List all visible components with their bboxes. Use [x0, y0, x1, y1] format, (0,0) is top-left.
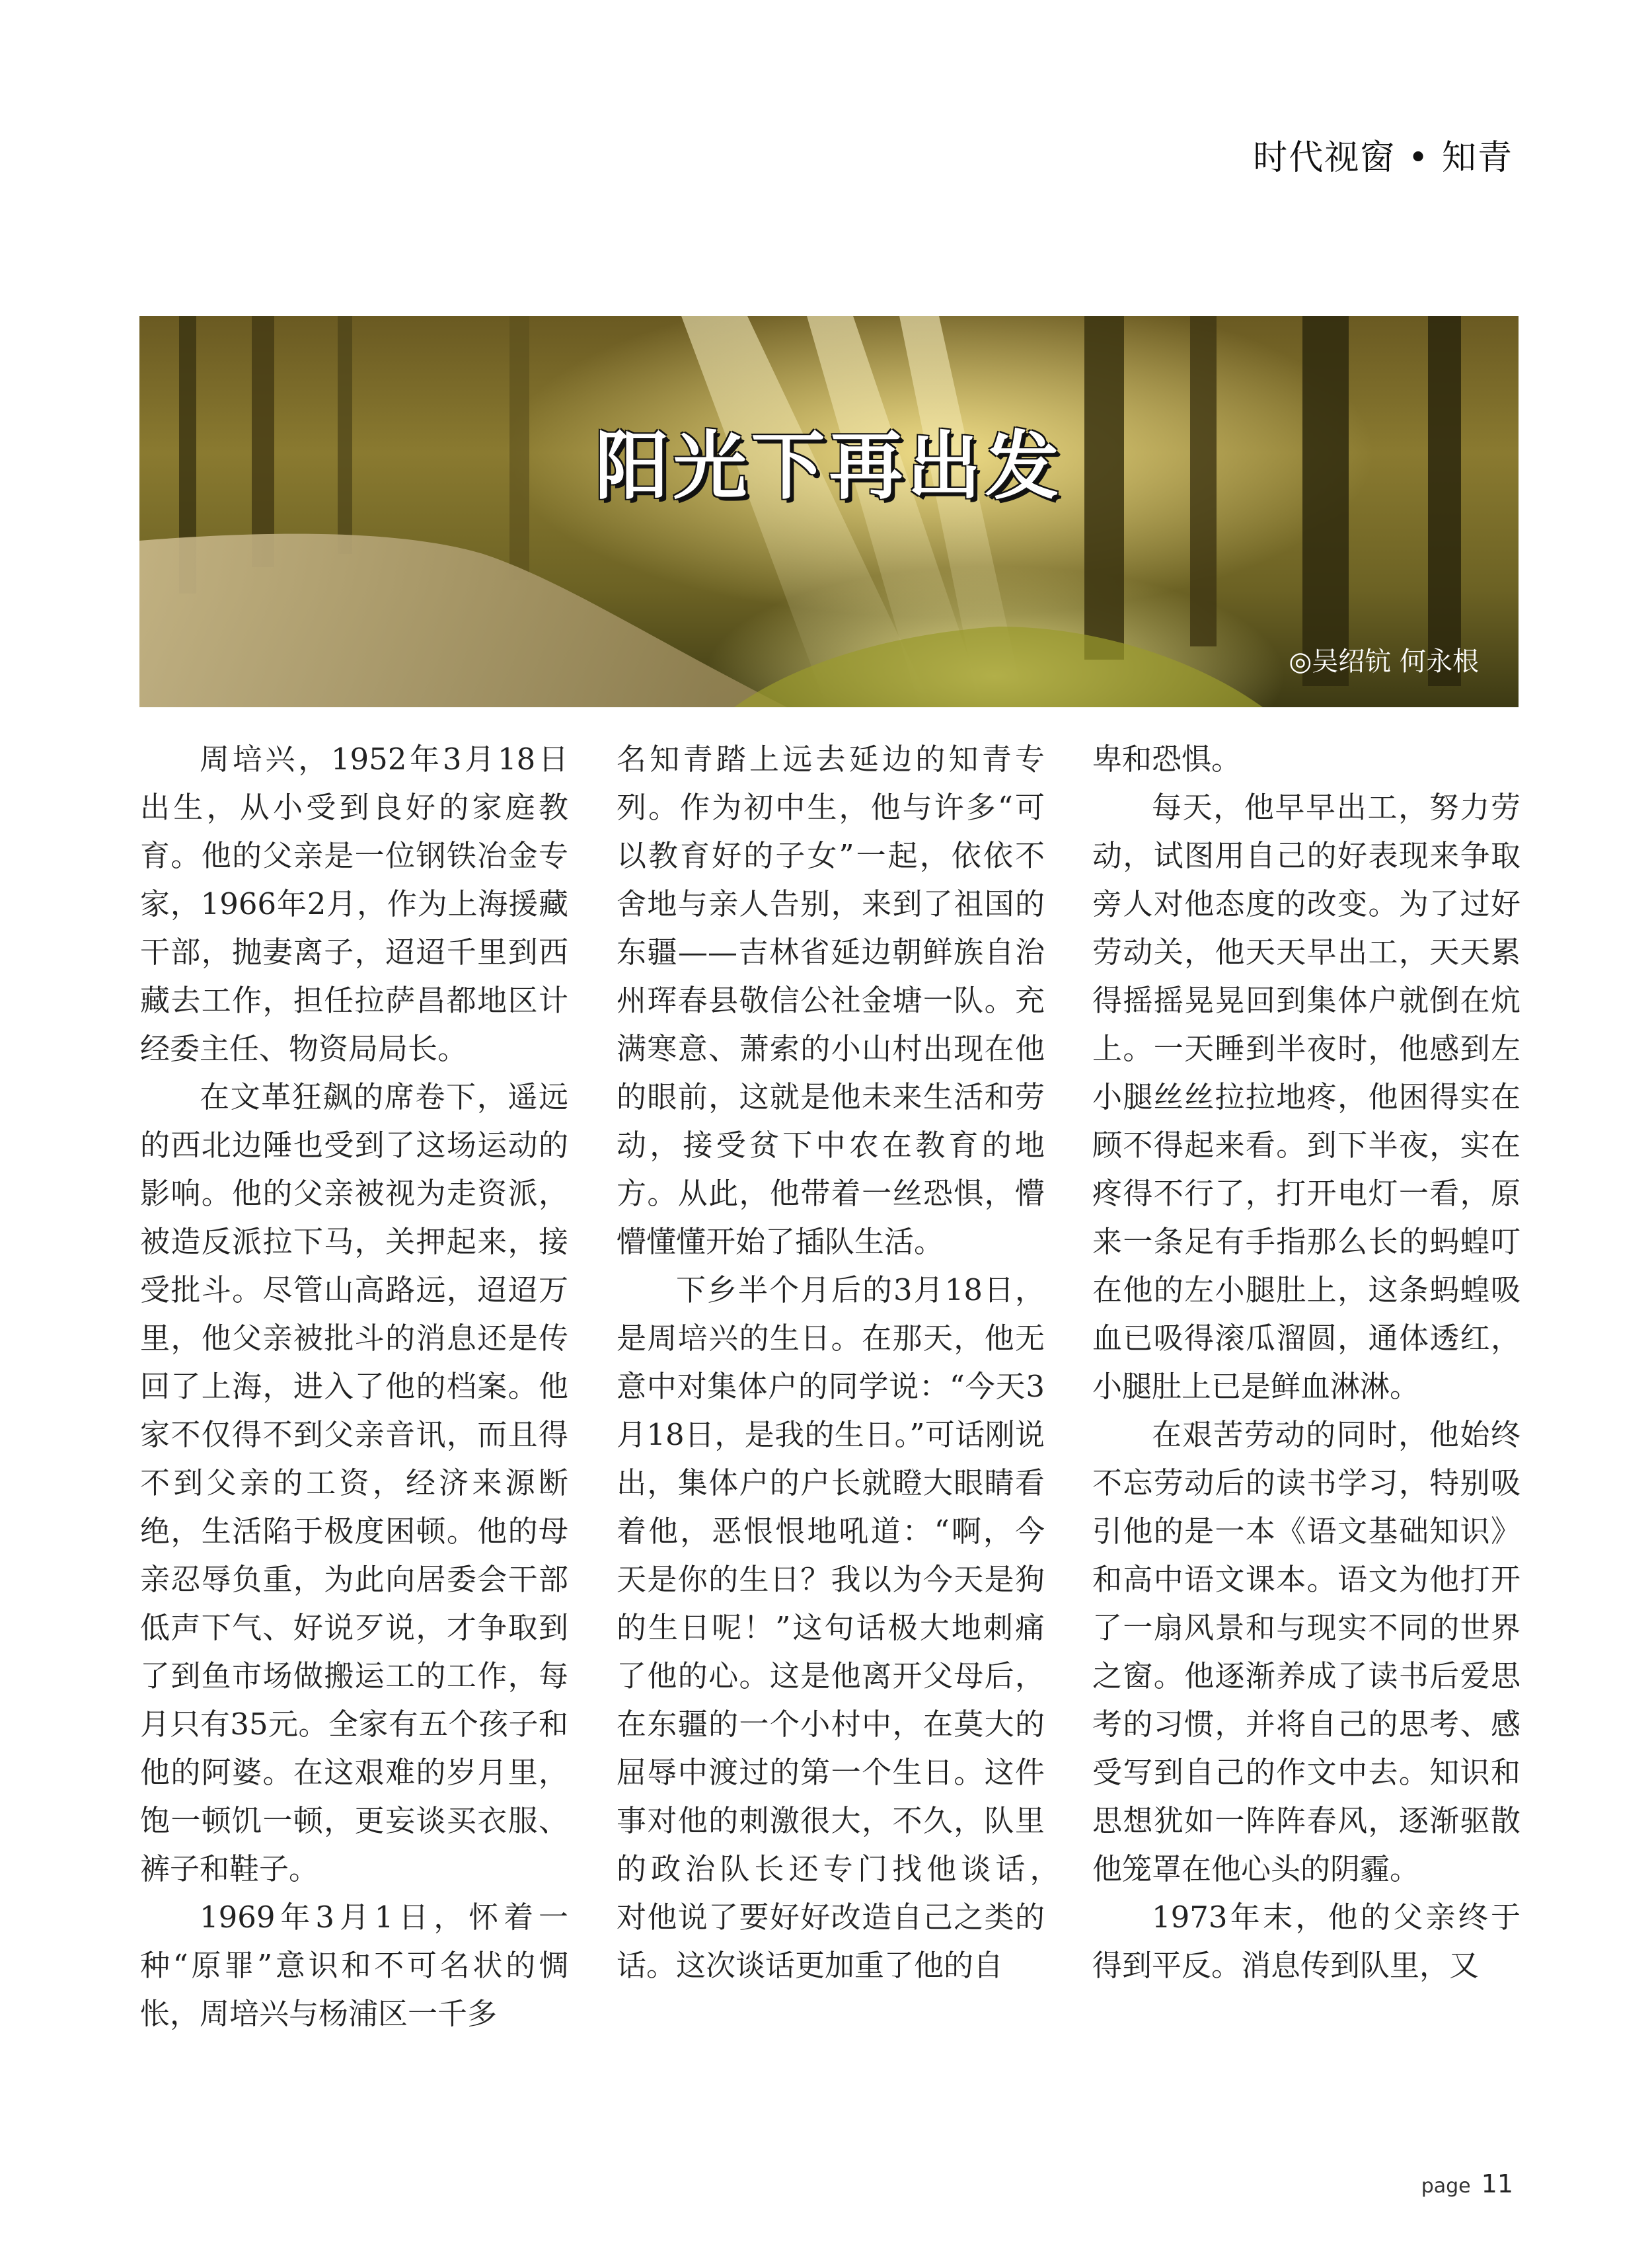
- text-column-1: [140, 735, 568, 2038]
- paragraph: 在艰苦劳动的同时，他始终不忘劳动后的读书学习，特别吸引他的是一本《语文基础知识》和高中语文课本。语文为他打开了一扇风景和与现实不同的世界之窗。他逐渐养成了读书后爱思考的习惯，并将自己的思考、感受写到自己的作文中去。知识和思想犹如一阵阵春风，逐渐驱散他笼罩在他心头的阴霾。: [1092, 1417, 1521, 1886]
- paragraph: 1973年末，他的父亲终于得到平反。消息传到队里，又: [1092, 1900, 1521, 1983]
- author-credit: ◎吴绍钪 何永根: [1289, 646, 1479, 677]
- paragraph: 名知青踏上远去延边的知青专列。作为初中生，他与许多“可以教育好的子女”一起，依依不舍地与亲人告别，来到了祖国的东疆——吉林省延边朝鲜族自治州珲春县敬信公社金塘一队。充满寒意、萧索的小山村出现在他的眼前，这就是他未来生活和劳动，接受贫下中农在教育的地方。从此，他带着一丝恐惧，懵懵懂懂开始了插队生活。: [617, 742, 1045, 1259]
- page-number: [1421, 2169, 1513, 2198]
- text-column-2: [617, 735, 1075, 1990]
- paragraph: 1969年3月1日，怀着一种“原罪”意识和不可名状的惆怅，周培兴与杨浦区一千多: [140, 1900, 568, 2031]
- page-label: page: [1421, 2175, 1471, 2198]
- banner-image: [139, 316, 1519, 707]
- article-title: 阳光下再出发: [595, 424, 1063, 510]
- paragraph: 每天，他早早出工，努力劳动，试图用自己的好表现来争取旁人对他态度的改变。为了过好劳动关，他天天早出工，天天累得摇摇晃晃回到集体户就倒在炕上。一天睡到半夜时，他感到左小腿丝丝拉拉地疼，他困得实在顾不得起来看。到下半夜，实在疼得不行了，打开电灯一看，原来一条足有手指那么长的蚂蝗叮在他的左小腿肚上，这条蚂蝗吸血已吸得滚瓜溜圆，通体透红，小腿肚上已是鲜血淋淋。: [1092, 790, 1521, 1404]
- paragraph: 卑和恐惧。: [1092, 742, 1242, 777]
- paragraph: 周培兴，1952年3月18日出生，从小受到良好的家庭教育。他的父亲是一位钢铁冶金专家，1966年2月，作为上海援藏干部，抛妻离子，迢迢千里到西藏去工作，担任拉萨昌都地区计经委主任、物资局局长。: [140, 742, 568, 1066]
- paragraph: 下乡半个月后的3月18日，是周培兴的生日。在那天，他无意中对集体户的同学说：“今天3月18日，是我的生日。”可话刚说出，集体户的户长就瞪大眼睛看着他，恶恨恨地吼道：“啊，今天是你的生日？我以为今天是狗的生日呢！”这句话极大地刺痛了他的心。这是他离开父母后，在东疆的一个小村中，在莫大的屈辱中渡过的第一个生日。这件事对他的刺激很大，不久，队里的政治队长还专门找他谈话， 对他说了要好好改造自己之类的话。这次谈话更加重了他的自: [617, 1272, 1075, 1983]
- page-number-value: 11: [1481, 2169, 1513, 2198]
- text-column-3: [1092, 735, 1521, 1990]
- section-header: 时代视窗 • 知青: [1253, 138, 1513, 178]
- paragraph: 在文革狂飙的席卷下，遥远的西北边陲也受到了这场运动的影响。他的父亲被视为走资派，被造反派拉下马，关押起来，接受批斗。尽管山高路远，迢迢万里，他父亲被批斗的消息还是传回了上海，进入了他的档案。他家不仅得不到父亲音讯，而且得不到父亲的工资，经济来源断绝，生活陷于极度困顿。他的母亲忍辱负重，为此向居委会干部低声下气、好说歹说，才争取到了到鱼市场做搬运工的工作，每月只有35元。全家有五个孩子和他的阿婆。在这艰难的岁月里，饱一顿饥一顿，更妄谈买衣服、裤子和鞋子。: [140, 1079, 568, 1886]
